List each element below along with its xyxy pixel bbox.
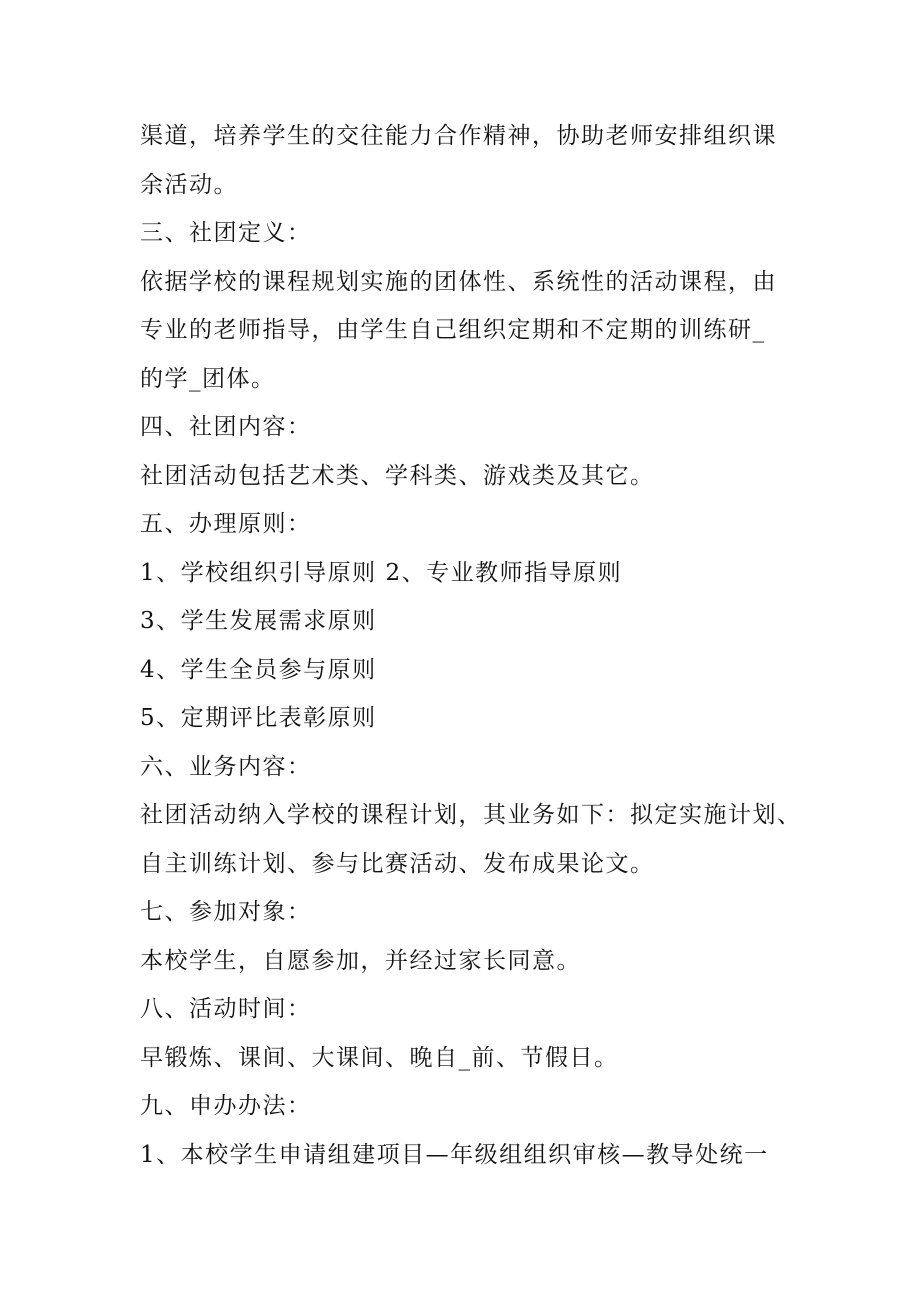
section-heading: 五、办理原则：: [140, 511, 312, 537]
text-line: 早锻炼、课间、大课间、晚自_前、节假日。: [140, 1044, 619, 1071]
section-heading: 四、社团内容：: [140, 414, 312, 440]
text-line: 自主训练计划、参与比赛活动、发布成果论文。: [140, 850, 655, 877]
text-line: 渠道，培养学生的交往能力合作精神，协助老师安排组织课: [140, 123, 777, 149]
section-heading: 八、活动时间：: [140, 996, 312, 1022]
list-item: 4、学生全员参与原则: [140, 656, 377, 683]
section-heading: 六、业务内容：: [140, 753, 312, 780]
section-heading: 三、社团定义：: [140, 220, 312, 246]
text-line: 社团活动纳入学校的课程计划，其业务如下：拟定实施计划、: [140, 802, 802, 828]
section-heading: 九、申办办法：: [140, 1093, 312, 1119]
text-line: 专业的老师指导，由学生自己组织定期和不定期的训练研_: [140, 317, 766, 343]
list-item: 5、定期评比表彰原则: [140, 705, 377, 731]
text-line: 本校学生，自愿参加，并经过家长同意。: [140, 947, 581, 974]
list-item: 1、学校组织引导原则 2、专业教师指导原则: [140, 559, 623, 586]
text-line: 余活动。: [140, 171, 238, 198]
document-body: [140, 112, 800, 1179]
text-line: 的学_团体。: [140, 365, 276, 392]
text-line: 社团活动包括艺术类、学科类、游戏类及其它。: [140, 462, 655, 489]
list-item: 3、学生发展需求原则: [140, 608, 377, 634]
text-line: 依据学校的课程规划实施的团体性、系统性的活动课程，由: [140, 268, 777, 295]
section-heading: 七、参加对象：: [140, 899, 312, 925]
list-item: 1、本校学生申请组建项目—年级组组织审核—教导处统一: [140, 1141, 769, 1168]
